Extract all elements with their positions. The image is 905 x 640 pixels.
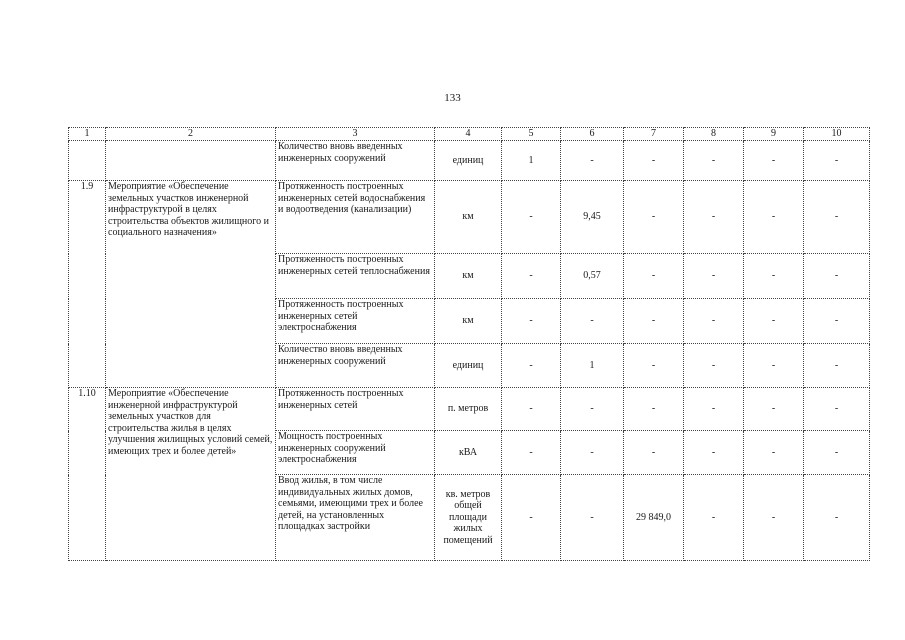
header-cell: 2 <box>106 128 276 141</box>
value-cell: - <box>804 475 870 561</box>
indicators-table <box>68 127 870 561</box>
header-cell: 5 <box>502 128 561 141</box>
value-cell: - <box>684 254 744 299</box>
unit-cell: п. метров <box>435 388 502 431</box>
value-cell: - <box>744 344 804 388</box>
unit-cell: км <box>435 299 502 344</box>
header-cell: 4 <box>435 128 502 141</box>
value-cell: - <box>804 254 870 299</box>
measure-name-cell <box>106 141 276 181</box>
row-number-cell: 1.9 <box>69 181 106 388</box>
value-cell: - <box>684 181 744 254</box>
header-cell: 8 <box>684 128 744 141</box>
header-row <box>69 128 870 141</box>
measure-name-cell: Мероприятие «Обеспечение инженерной инфраструктурой земельных участков для строительства жилья в целях улучшения жилищных условий семей, имеющих трех и более детей» <box>106 388 276 561</box>
value-cell: 0,57 <box>561 254 624 299</box>
value-cell: - <box>561 388 624 431</box>
unit-cell: единиц <box>435 344 502 388</box>
table-row <box>69 388 870 431</box>
indicator-cell: Протяженность построенных инженерных сетей водоснабжения и водоотведения (канализации) <box>276 181 435 254</box>
value-cell: - <box>502 254 561 299</box>
header-cell: 7 <box>624 128 684 141</box>
header-cell: 10 <box>804 128 870 141</box>
value-cell: - <box>804 141 870 181</box>
row-number-cell: 1.10 <box>69 388 106 561</box>
header-cell: 1 <box>69 128 106 141</box>
value-cell: - <box>744 141 804 181</box>
value-cell: - <box>744 388 804 431</box>
indicator-cell: Количество вновь введенных инженерных сооружений <box>276 344 435 388</box>
value-cell: - <box>502 388 561 431</box>
value-cell: - <box>502 475 561 561</box>
unit-cell: км <box>435 254 502 299</box>
indicator-cell: Ввод жилья, в том числе индивидуальных жилых домов, семьями, имеющими трех и более детей, на установленных площадках застройки <box>276 475 435 561</box>
value-cell: - <box>561 299 624 344</box>
value-cell: - <box>684 141 744 181</box>
value-cell: 29 849,0 <box>624 475 684 561</box>
value-cell: - <box>684 299 744 344</box>
table-row <box>69 141 870 181</box>
unit-cell: единиц <box>435 141 502 181</box>
value-cell: - <box>561 431 624 475</box>
value-cell: - <box>804 344 870 388</box>
value-cell: - <box>744 254 804 299</box>
value-cell: - <box>624 181 684 254</box>
unit-cell: кв. метров общей площади жилых помещений <box>435 475 502 561</box>
unit-cell: км <box>435 181 502 254</box>
value-cell: - <box>684 388 744 431</box>
value-cell: - <box>804 299 870 344</box>
value-cell: - <box>624 431 684 475</box>
page-number: 133 <box>444 92 461 104</box>
value-cell: 1 <box>502 141 561 181</box>
value-cell: - <box>744 475 804 561</box>
value-cell: - <box>624 254 684 299</box>
value-cell: - <box>561 141 624 181</box>
value-cell: - <box>502 344 561 388</box>
row-number-cell <box>69 141 106 181</box>
indicator-cell: Протяженность построенных инженерных сетей электроснабжения <box>276 299 435 344</box>
value-cell: - <box>684 431 744 475</box>
value-cell: 9,45 <box>561 181 624 254</box>
value-cell: - <box>624 141 684 181</box>
unit-cell: кВА <box>435 431 502 475</box>
table-row <box>69 181 870 254</box>
indicator-cell: Протяженность построенных инженерных сетей <box>276 388 435 431</box>
indicator-cell: Количество вновь введенных инженерных сооружений <box>276 141 435 181</box>
value-cell: - <box>684 344 744 388</box>
indicator-cell: Мощность построенных инженерных сооружений электроснабжения <box>276 431 435 475</box>
measure-name-cell: Мероприятие «Обеспечение земельных участков инженерной инфраструктурой в целях строительства объектов жилищного и социального назначения» <box>106 181 276 388</box>
value-cell: - <box>744 181 804 254</box>
header-cell: 3 <box>276 128 435 141</box>
value-cell: - <box>561 475 624 561</box>
header-cell: 9 <box>744 128 804 141</box>
value-cell: 1 <box>561 344 624 388</box>
indicator-cell: Протяженность построенных инженерных сетей теплоснабжения <box>276 254 435 299</box>
value-cell: - <box>624 388 684 431</box>
value-cell: - <box>804 431 870 475</box>
value-cell: - <box>744 299 804 344</box>
value-cell: - <box>502 299 561 344</box>
value-cell: - <box>624 344 684 388</box>
value-cell: - <box>502 431 561 475</box>
value-cell: - <box>744 431 804 475</box>
header-cell: 6 <box>561 128 624 141</box>
value-cell: - <box>684 475 744 561</box>
value-cell: - <box>804 181 870 254</box>
value-cell: - <box>624 299 684 344</box>
value-cell: - <box>502 181 561 254</box>
value-cell: - <box>804 388 870 431</box>
